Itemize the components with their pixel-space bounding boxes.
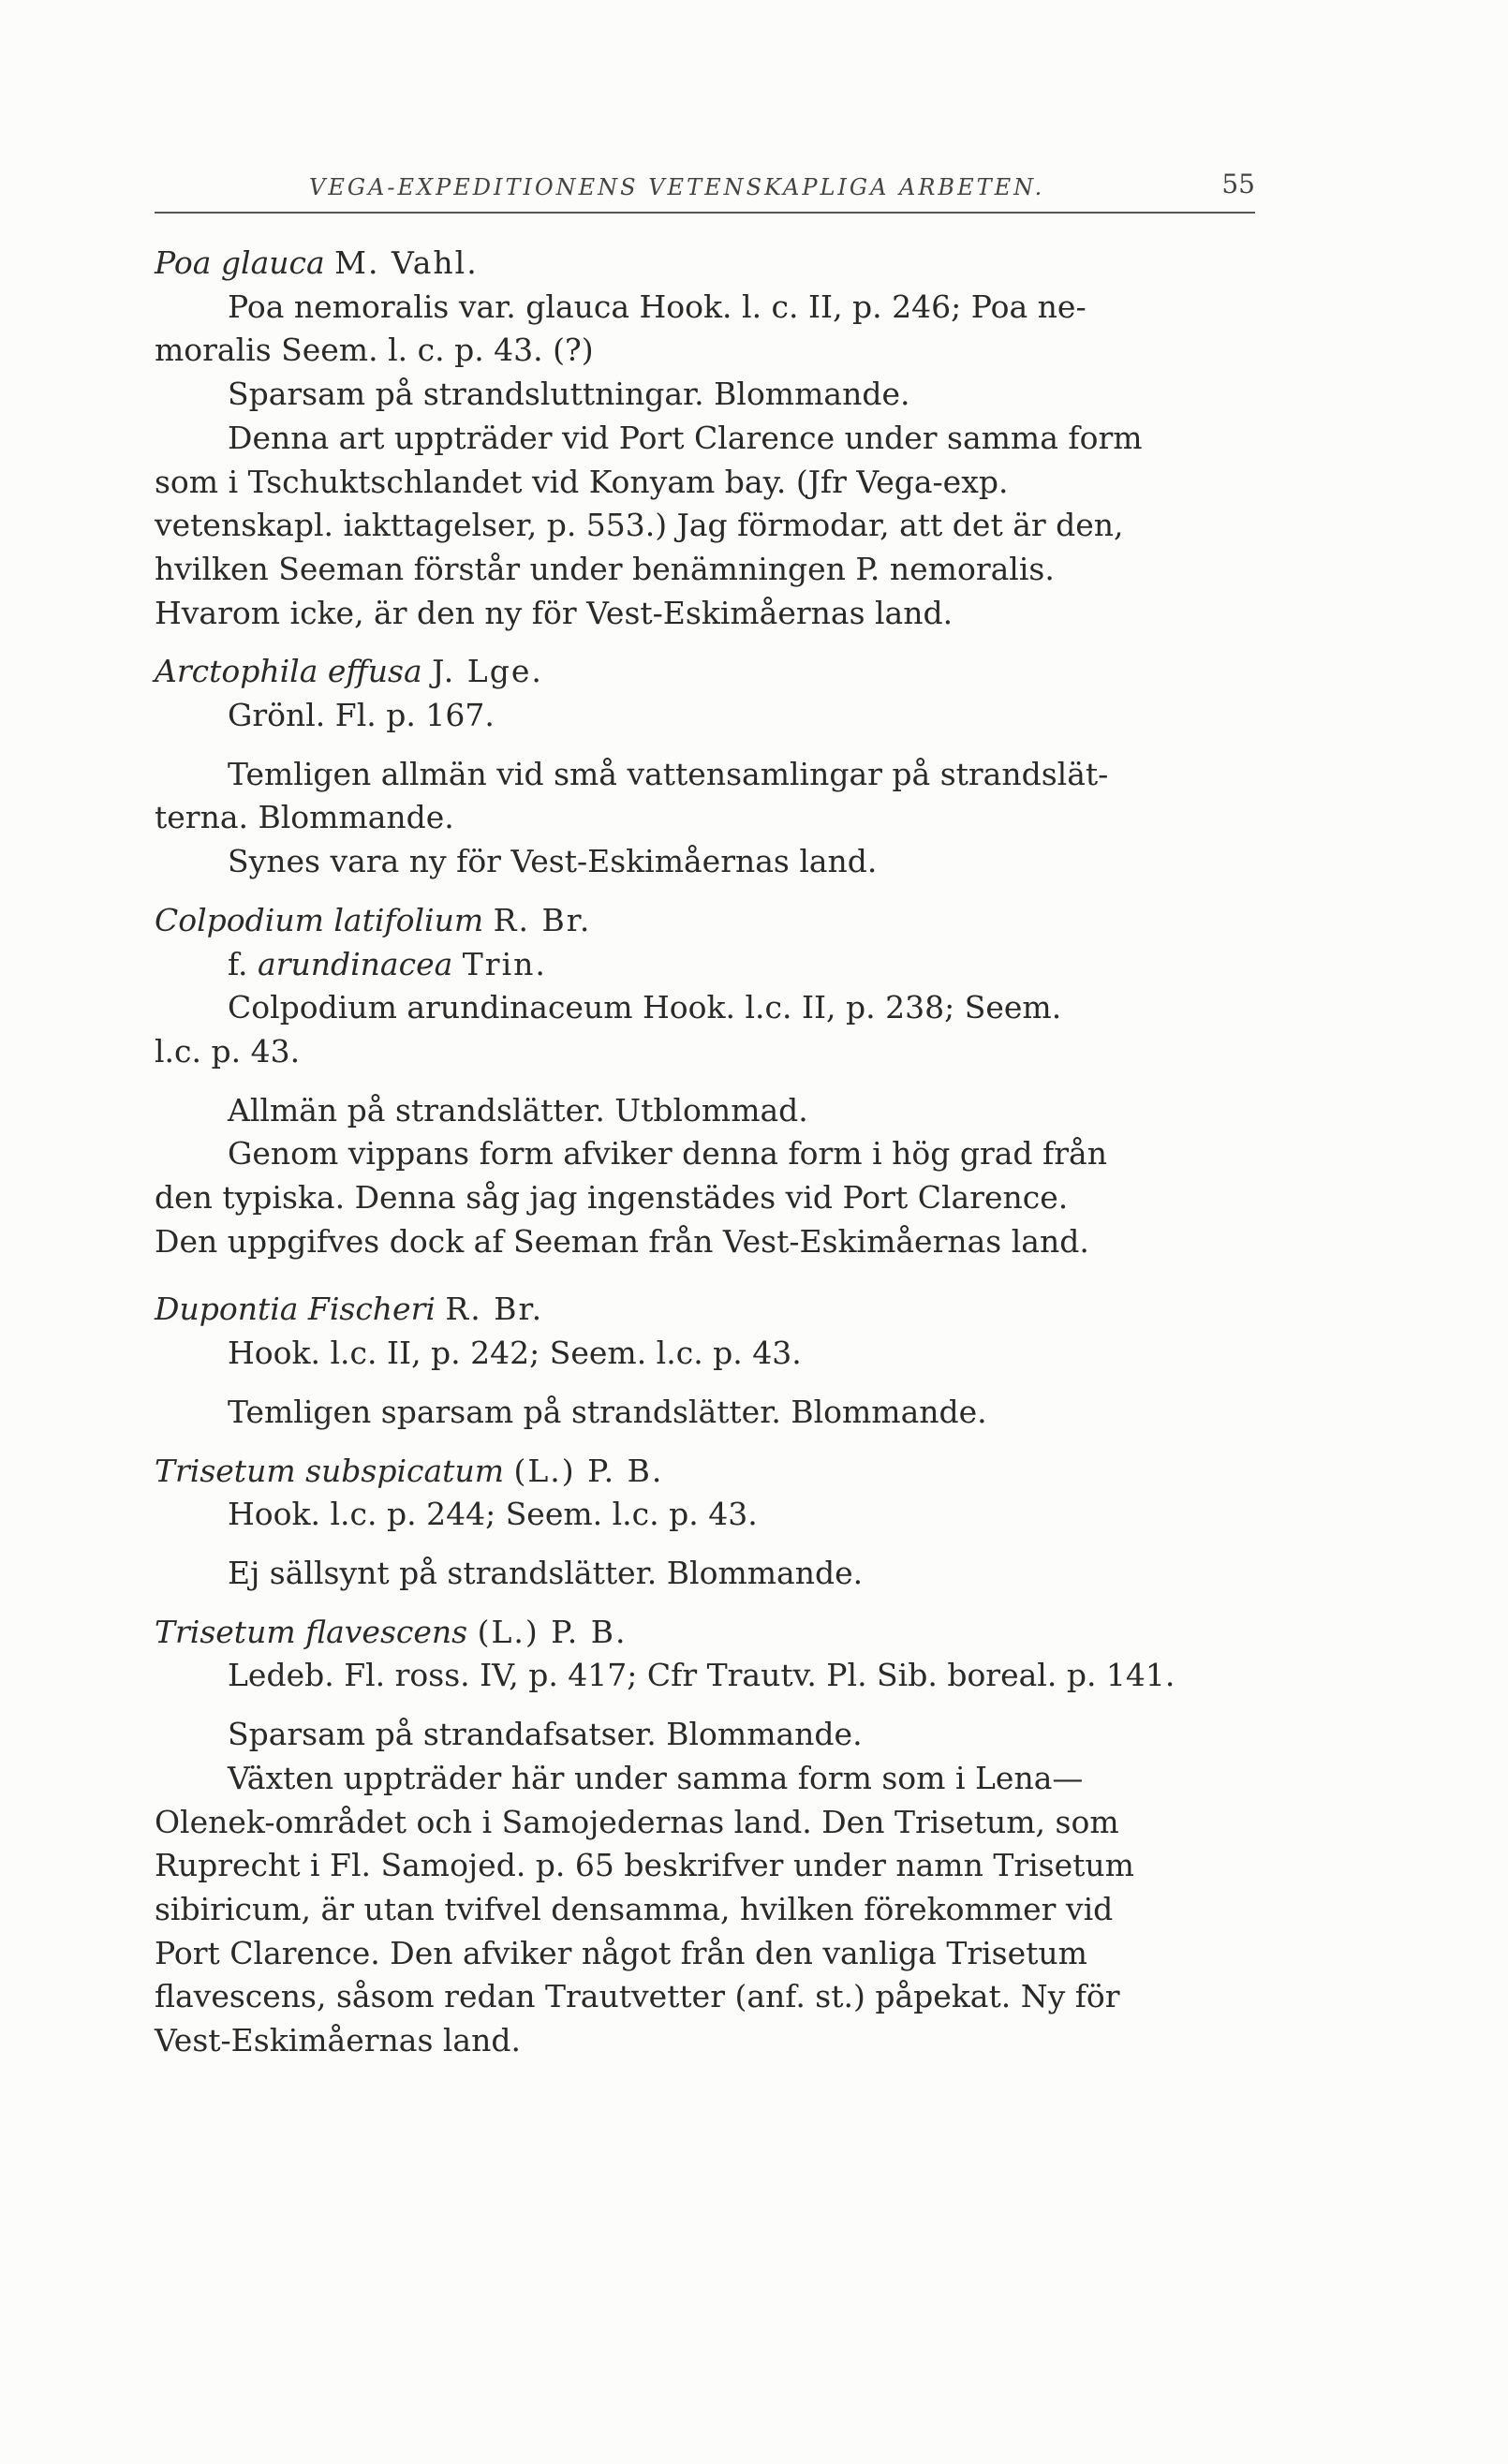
habitat-line: Allmän på strandslätter. Utblommad. <box>228 1091 808 1129</box>
habitat-line: Temligen allmän vid små vattensamlingar på strandslät- <box>228 755 1109 792</box>
species-name: Trisetum subspicatum <box>155 1452 504 1489</box>
running-title: VEGA-EXPEDITIONENS VETENSKAPLIGA ARBETEN. <box>309 174 1045 200</box>
habitat-line: Temligen sparsam på strandslätter. Blommande. <box>228 1393 987 1430</box>
note-line: Den uppgifves dock af Seeman från Vest-Eskimåernas land. <box>155 1222 1089 1260</box>
habitat-line: Ej sällsynt på strandslätter. Blommande. <box>228 1554 864 1591</box>
species-author: (L.) P. B. <box>477 1613 628 1650</box>
note-line: Växten uppträder här under samma form som i Lena— <box>228 1759 1084 1796</box>
variety-author: Trin. <box>462 945 547 982</box>
synonym-line: l.c. p. 43. <box>155 1032 301 1070</box>
synonym-line: Hook. l.c. p. 244; Seem. l.c. p. 43. <box>228 1496 758 1533</box>
note-line: flavescens, såsom redan Trautvetter (anf. st.) påpekat. Ny för <box>155 1978 1120 2015</box>
species-author: R. Br. <box>493 901 592 938</box>
entry-heading <box>155 1288 1255 1332</box>
note-line: Ruprecht i Fl. Samojed. p. 65 beskrifver under namn Trisetum <box>155 1847 1134 1884</box>
page-number: 55 <box>1221 169 1255 199</box>
note-line: vetenskapl. iakttagelser, p. 553.) Jag förmodar, att det är den, <box>155 507 1124 544</box>
entry-heading <box>155 1611 1255 1655</box>
entry-heading <box>155 650 1255 694</box>
species-author: (L.) P. B. <box>513 1452 664 1489</box>
note-line: Hvarom icke, är den ny för Vest-Eskimåernas land. <box>155 594 954 631</box>
entry-heading <box>155 899 1255 943</box>
species-author: R. Br. <box>445 1291 544 1328</box>
species-name: Trisetum flavescens <box>155 1613 468 1650</box>
habitat-line: Sparsam på strandafsatser. Blommande. <box>228 1716 863 1753</box>
species-name: Dupontia Fischeri <box>155 1291 436 1328</box>
note-line: Vest-Eskimåernas land. <box>155 2022 521 2059</box>
entry-heading <box>155 1450 1255 1494</box>
note-line: hvilken Seeman förstår under benämningen P. nemoralis. <box>155 550 1055 587</box>
note-line: Port Clarence. Den afviker något från den vanliga Trisetum <box>155 1934 1087 1971</box>
note-line: den typiska. Denna såg jag ingenstädes vid Port Clarence. <box>155 1179 1069 1217</box>
synonym-line: moralis Seem. l. c. p. 43. (?) <box>155 332 594 369</box>
page-body <box>155 242 1255 2063</box>
synonym-line: Poa nemoralis var. glauca Hook. l. c. II, p. 246; Poa ne- <box>228 288 1087 325</box>
note-line: som i Tschuktschlandet vid Konyam bay. (Jfr Vega-exp. <box>155 463 1009 500</box>
note-line: Genom vippans form afviker denna form i hög grad från <box>228 1135 1107 1173</box>
species-author: J. Lge. <box>432 653 543 690</box>
species-name: Colpodium latifolium <box>155 901 484 938</box>
habitat-line: terna. Blommande. <box>155 799 454 836</box>
note-line: Denna art uppträder vid Port Clarence under samma form <box>228 419 1143 456</box>
page-header <box>155 169 1255 214</box>
note-line: sibiricum, är utan tvifvel densamma, hvilken förekommer vid <box>155 1890 1114 1927</box>
variety-heading <box>155 943 1255 987</box>
note-line: Olenek-området och i Samojedernas land. Den Trisetum, som <box>155 1803 1119 1840</box>
synonym-line: Colpodium arundinaceum Hook. l.c. II, p. 238; Seem. <box>228 989 1062 1026</box>
entry-heading <box>155 242 1255 286</box>
note-line: Synes vara ny för Vest-Eskimåernas land. <box>228 843 878 880</box>
species-author: M. Vahl. <box>334 244 479 281</box>
habitat-line: Sparsam på strandsluttningar. Blommande. <box>228 376 910 413</box>
synonym-line: Hook. l.c. II, p. 242; Seem. l.c. p. 43. <box>228 1335 802 1372</box>
synonym-line: Grönl. Fl. p. 167. <box>228 697 495 734</box>
species-name: Arctophila effusa <box>155 653 422 690</box>
species-name: Poa glauca <box>155 244 325 281</box>
synonym-line: Ledeb. Fl. ross. IV, p. 417; Cfr Trautv. Pl. Sib. boreal. p. 141. <box>228 1657 1175 1694</box>
variety-prefix: f. <box>228 945 248 982</box>
variety-name: arundinacea <box>258 945 453 982</box>
